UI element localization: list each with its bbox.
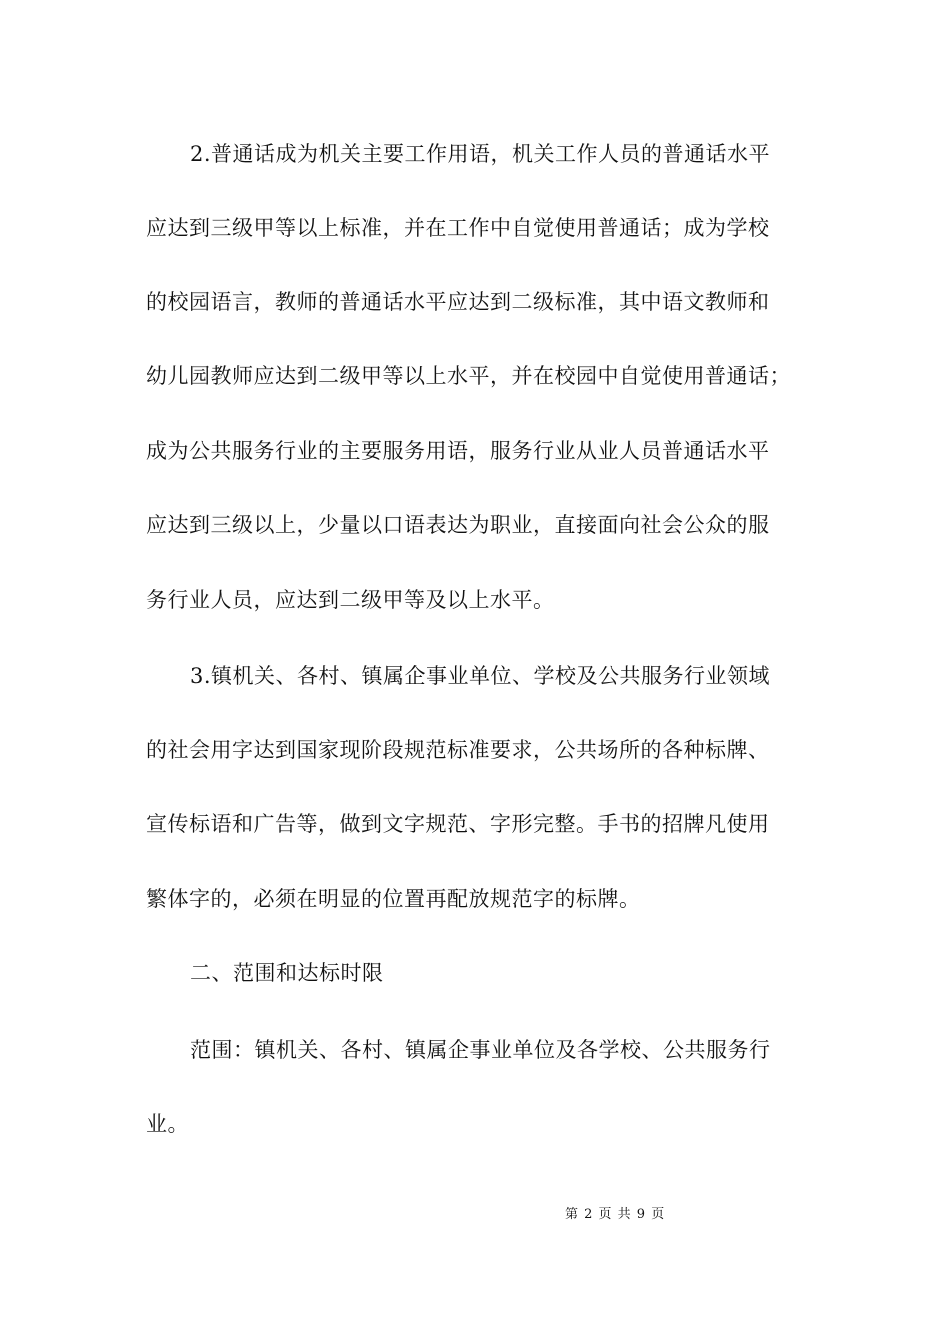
paragraph-line: 业。 xyxy=(146,1112,189,1136)
paragraph-line: 幼儿园教师应达到二级甲等以上水平，并在校园中自觉使用普通话； xyxy=(146,364,791,388)
paragraph-line: 应达到三级甲等以上标准，并在工作中自觉使用普通话；成为学校 xyxy=(146,216,770,240)
paragraph-line: 繁体字的，必须在明显的位置再配放规范字的标牌。 xyxy=(146,887,641,911)
paragraph-line: 的社会用字达到国家现阶段规范标准要求，公共场所的各种标牌、 xyxy=(146,738,770,762)
paragraph-line: 宣传标语和广告等，做到文字规范、字形完整。手书的招牌凡使用 xyxy=(146,812,770,836)
paragraph-line: 的校园语言，教师的普通话水平应达到二级标准，其中语文教师和 xyxy=(146,290,770,314)
paragraph-line: 务行业人员，应达到二级甲等及以上水平。 xyxy=(146,588,555,612)
section-heading: 二、范围和达标时限 xyxy=(190,961,384,985)
paragraph-line: 2.普通话成为机关主要工作用语，机关工作人员的普通话水平 xyxy=(190,142,771,166)
paragraph-line: 范围：镇机关、各村、镇属企事业单位及各学校、公共服务行 xyxy=(190,1038,771,1062)
page-number: 第 2 页 共 9 页 xyxy=(565,1207,666,1222)
paragraph-line: 成为公共服务行业的主要服务用语，服务行业从业人员普通话水平 xyxy=(146,439,770,463)
paragraph-line: 3.镇机关、各村、镇属企事业单位、学校及公共服务行业领域 xyxy=(190,664,771,688)
paragraph-line: 应达到三级以上，少量以口语表达为职业，直接面向社会公众的服 xyxy=(146,513,770,537)
